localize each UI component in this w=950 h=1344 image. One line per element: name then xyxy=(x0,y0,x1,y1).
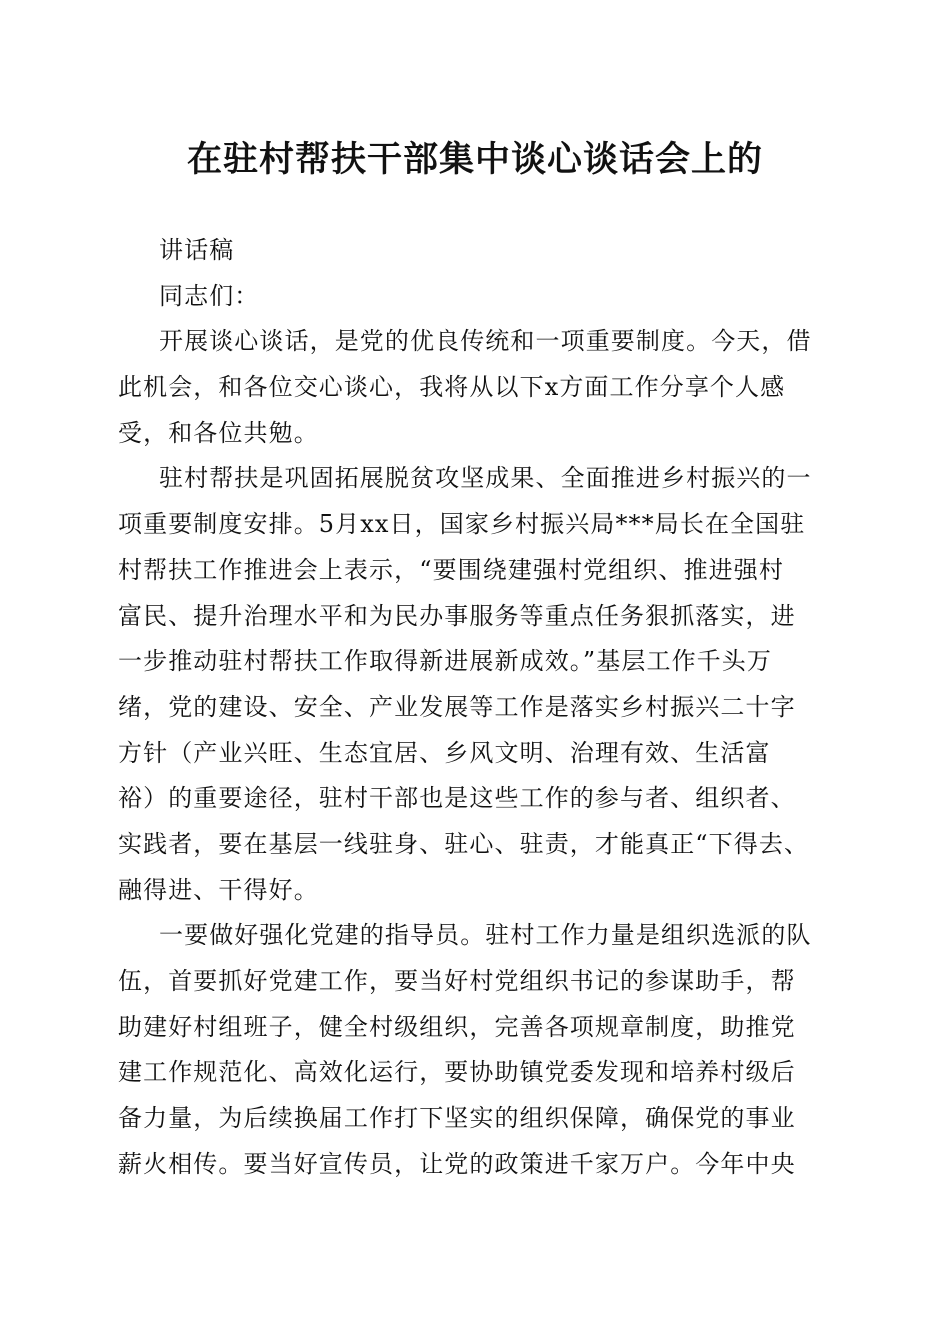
body-line: 裕）的重要途径，驻村干部也是这些工作的参与者、组织者、 xyxy=(118,784,796,813)
body-line-subtitle: 讲话稿 xyxy=(159,236,235,264)
body-line: 开展谈心谈话，是党的优良传统和一项重要制度。今天，借 xyxy=(159,327,812,356)
body-line: 项重要制度安排。5月xx日，国家乡村振兴局***局长在全国驻 xyxy=(118,510,806,539)
body-line: 建工作规范化、高效化运行，要协助镇党委发现和培养村级后 xyxy=(118,1058,796,1087)
body-line: 富民、提升治理水平和为民办事服务等重点任务狠抓落实，进 xyxy=(118,601,796,630)
body-line: 此机会，和各位交心谈心，我将从以下x方面工作分享个人感 xyxy=(118,373,786,402)
body-line: 村帮扶工作推进会上表示，“要围绕建强村党组织、推进强村 xyxy=(118,555,784,584)
body-line: 一步推动驻村帮扶工作取得新进展新成效。”基层工作千头万 xyxy=(118,647,772,676)
body-line: 驻村帮扶是巩固拓展脱贫攻坚成果、全面推进乡村振兴的一 xyxy=(159,464,812,493)
body-line: 助建好村组班子，健全村级组织，完善各项规章制度，助推党 xyxy=(118,1012,796,1041)
document-body xyxy=(118,228,838,1187)
body-line: 一要做好强化党建的指导员。驻村工作力量是组织选派的队 xyxy=(159,921,812,950)
body-line: 受，和各位共勉。 xyxy=(118,418,319,447)
body-line: 实践者，要在基层一线驻身、驻心、驻责，才能真正“下得去、 xyxy=(118,829,810,858)
body-line-salutation: 同志们： xyxy=(159,281,260,310)
body-line: 融得进、干得好。 xyxy=(118,875,319,904)
body-line: 薪火相传。要当好宣传员，让党的政策进千家万户。今年中央 xyxy=(118,1149,796,1178)
body-line: 备力量，为后续换届工作打下坚实的组织保障，确保党的事业 xyxy=(118,1104,796,1133)
body-line: 绪，党的建设、安全、产业发展等工作是落实乡村振兴二十字 xyxy=(118,692,796,721)
document-title: 在驻村帮扶干部集中谈心谈话会上的 xyxy=(186,139,763,180)
body-line: 方针（产业兴旺、生态宜居、乡风文明、治理有效、生活富 xyxy=(118,738,771,767)
body-line: 伍，首要抓好党建工作，要当好村党组织书记的参谋助手，帮 xyxy=(118,967,796,995)
